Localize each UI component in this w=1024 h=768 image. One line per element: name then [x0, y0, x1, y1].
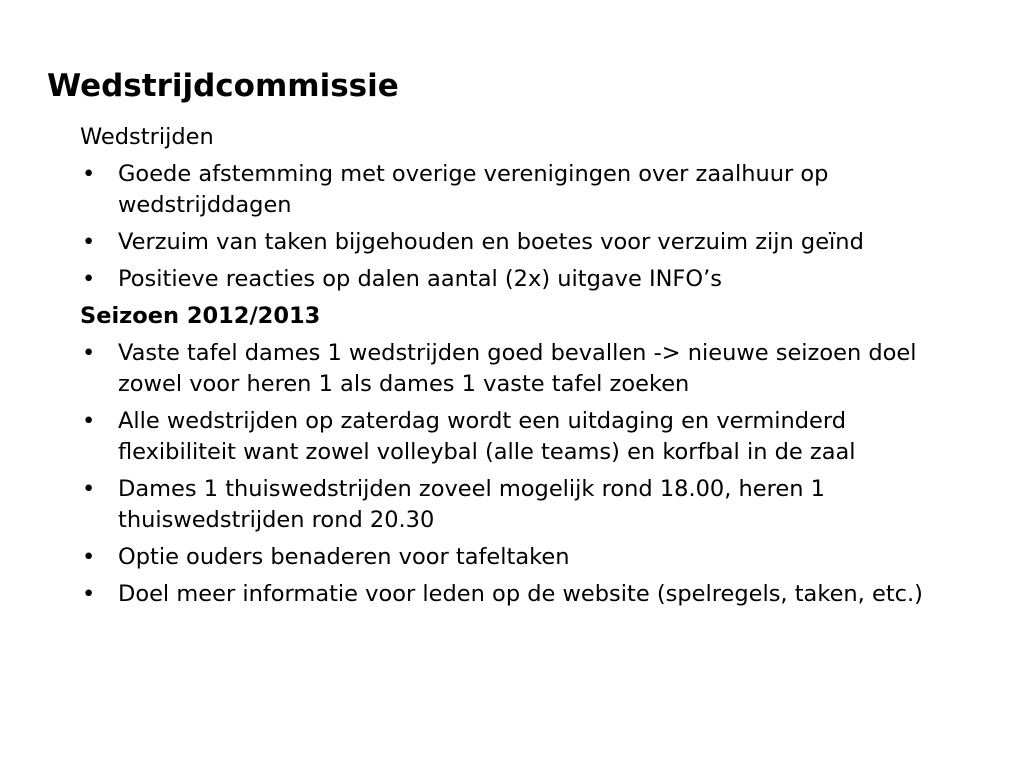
bullet-list-wedstrijden [80, 159, 940, 295]
slide-title: Wedstrijdcommissie [47, 68, 399, 104]
bullet-list-seizoen [80, 338, 940, 610]
bullet-item: • Goede afstemming met overige verenigingen over zaalhuur op wedstrijddagen [80, 159, 940, 221]
bullet-item: • Vaste tafel dames 1 wedstrijden goed bevallen -> nieuwe seizoen doel zowel voor heren 1 als dames 1 vaste tafel zoeken [80, 338, 940, 400]
bullet-item: • Alle wedstrijden op zaterdag wordt een uitdaging en verminderd flexibiliteit want zowel volleybal (alle teams) en korfbal in de zaal [80, 406, 940, 468]
bullet-item: • Doel meer informatie voor leden op de website (spelregels, taken, etc.) [80, 579, 940, 610]
bullet-item: • Verzuim van taken bijgehouden en boetes voor verzuim zijn geïnd [80, 227, 940, 258]
bullet-item: • Dames 1 thuiswedstrijden zoveel mogelijk rond 18.00, heren 1 thuiswedstrijden rond 20.30 [80, 474, 940, 536]
bullet-item: • Optie ouders benaderen voor tafeltaken [80, 542, 940, 573]
section-heading-wedstrijden: Wedstrijden [80, 124, 214, 150]
slide-content [80, 122, 940, 616]
section-heading-seizoen: Seizoen 2012/2013 [80, 303, 321, 329]
bullet-item: • Positieve reacties op dalen aantal (2x) uitgave INFO’s [80, 264, 940, 295]
